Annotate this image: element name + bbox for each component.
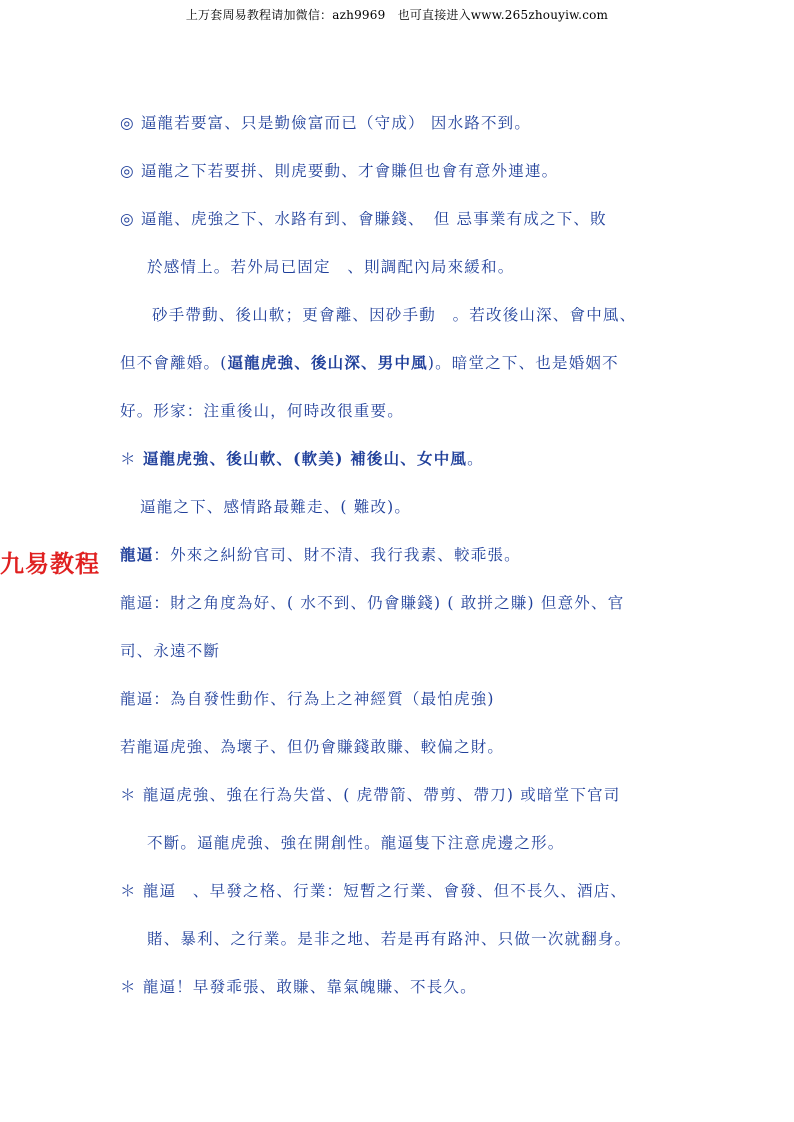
text-line	[120, 591, 624, 613]
text-segment: ◎ 逼龍、虎強之下、水路有到、會賺錢、 但 忌事業有成之下、敗	[120, 210, 607, 228]
text-segment: 好。形家：注重後山，何時改很重要。	[120, 402, 404, 420]
text-segment: ＊ 龍逼！早發乖張、敢賺、靠氣魄賺、不長久。	[120, 978, 477, 996]
text-segment: 砂手帶動、後山軟；更會離、因砂手動 。若改後山深、會中風、	[152, 306, 637, 324]
text-line	[120, 447, 484, 469]
text-line	[120, 639, 220, 661]
text-line	[147, 927, 631, 949]
text-segment: ◎ 逼龍若要富、只是勤儉富而已（守成） 因水路不到。	[120, 114, 532, 132]
text-line	[120, 543, 521, 565]
bold-text-segment: 逼龍虎強、後山軟、(軟美) 補後山、女中風	[142, 449, 468, 468]
text-segment: ＊	[120, 450, 143, 468]
text-segment: 若龍逼虎強、為壞子、但仍會賺錢敢賺、較偏之財。	[120, 738, 505, 756]
text-line	[120, 207, 607, 229]
text-line	[147, 831, 565, 853]
text-line	[140, 495, 411, 517]
watermark-logo: 九易教程	[0, 550, 100, 578]
text-line	[120, 159, 558, 181]
text-line	[120, 351, 619, 373]
text-segment: 司、永遠不斷	[120, 642, 221, 660]
text-segment: 。	[467, 450, 484, 468]
text-line	[120, 735, 504, 757]
text-line	[120, 111, 531, 133]
text-segment: 逼龍之下、感情路最難走、( 難改)。	[140, 498, 412, 516]
text-segment: 龍逼：為自發性動作、行為上之神經質（最怕虎強)	[120, 690, 495, 708]
text-segment: )。暗堂之下、也是婚姻不	[427, 354, 619, 372]
text-line	[120, 879, 627, 901]
bold-text-segment: 龍逼	[120, 545, 154, 564]
text-line	[147, 255, 514, 277]
text-segment: 賭、暴利、之行業。是非之地、若是再有路沖、只做一次就翻身。	[147, 930, 632, 948]
text-segment: ：外來之糾紛官司、財不清、我行我素、較乖張。	[153, 546, 521, 564]
text-segment: 不斷。逼龍虎強、強在開創性。龍逼隻下注意虎邊之形。	[147, 834, 565, 852]
text-segment: 龍逼：財之角度為好、( 水不到、仍會賺錢) ( 敢拼之賺) 但意外、官	[120, 594, 625, 612]
bold-text-segment: 逼龍虎強、後山深、男中風	[227, 353, 428, 372]
text-line	[120, 399, 404, 421]
page-header: 上万套周易教程请加微信：azh9969 也可直接进入www.265zhouyiw.com	[185, 8, 609, 22]
text-segment: 但不會離婚。(	[120, 354, 228, 372]
text-line	[120, 783, 620, 805]
text-line	[120, 975, 477, 997]
text-segment: 於感情上。若外局已固定 、則調配內局來緩和。	[147, 258, 515, 276]
text-segment: ＊ 龍逼虎強、強在行為失當、( 虎帶箭、帶剪、帶刀) 或暗堂下官司	[120, 786, 621, 804]
text-line	[120, 687, 495, 709]
text-segment: ◎ 逼龍之下若要拼、則虎要動、才會賺但也會有意外連連。	[120, 162, 559, 180]
text-segment: ＊ 龍逼 、早發之格、行業：短暫之行業、會發、但不長久、酒店、	[120, 882, 628, 900]
text-line	[152, 303, 636, 325]
